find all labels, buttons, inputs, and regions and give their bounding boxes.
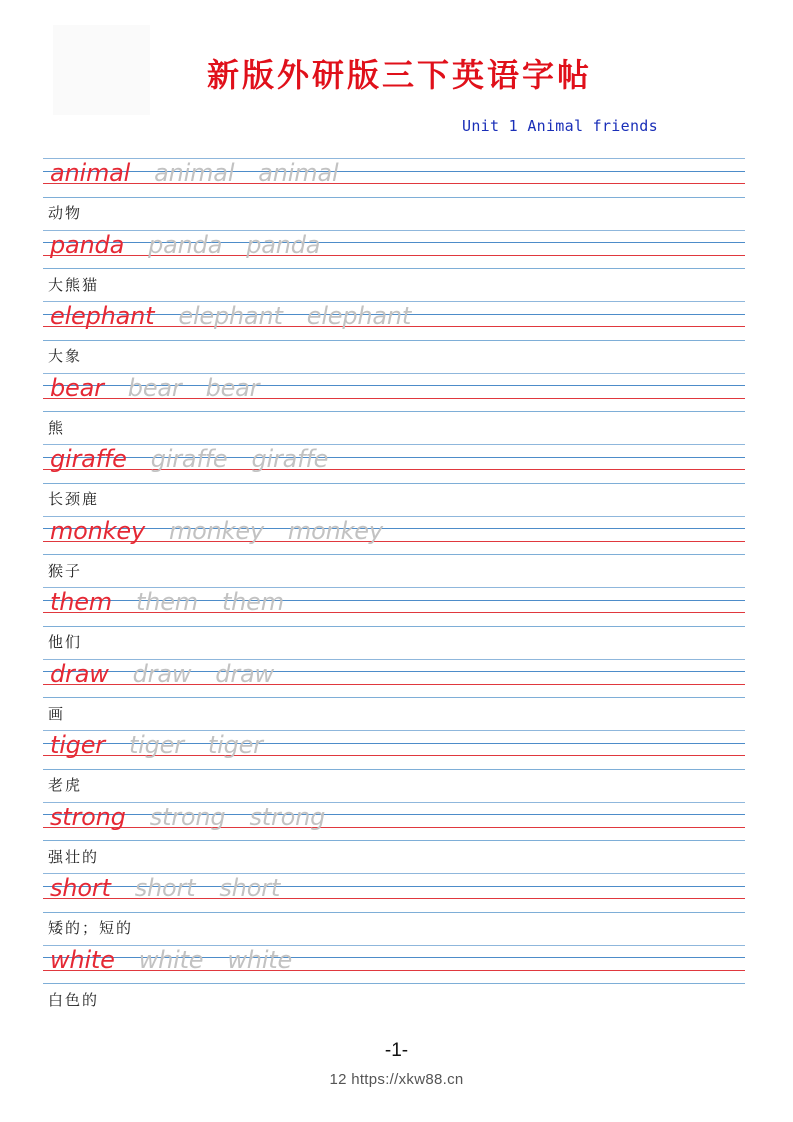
guide-line-bottom bbox=[43, 983, 745, 984]
practice-sheet bbox=[43, 158, 745, 1016]
word-group bbox=[50, 731, 263, 759]
word-meaning: 熊 bbox=[48, 418, 66, 437]
word-trace: panda bbox=[246, 230, 321, 259]
practice-row bbox=[43, 873, 745, 945]
word-group bbox=[50, 231, 320, 259]
word-model: short bbox=[50, 874, 111, 902]
word-trace: giraffe bbox=[251, 445, 329, 473]
guide-line-bottom bbox=[43, 483, 745, 484]
word-model: bear bbox=[50, 373, 104, 402]
word-meaning: 猴子 bbox=[48, 561, 83, 580]
practice-row bbox=[43, 587, 745, 659]
word-meaning: 他们 bbox=[48, 633, 83, 651]
word-model: panda bbox=[50, 230, 125, 259]
word-trace: white bbox=[227, 945, 293, 974]
practice-row bbox=[43, 516, 745, 588]
word-meaning: 动物 bbox=[48, 204, 83, 222]
word-model: strong bbox=[50, 802, 126, 831]
word-trace: giraffe bbox=[150, 445, 228, 473]
guide-line-bottom bbox=[43, 912, 745, 913]
word-trace: elephant bbox=[178, 302, 283, 330]
word-meaning: 强壮的 bbox=[48, 847, 100, 866]
word-trace: them bbox=[135, 588, 198, 616]
word-group bbox=[50, 374, 259, 402]
word-trace: draw bbox=[132, 659, 192, 688]
word-model: draw bbox=[50, 659, 109, 688]
word-meaning: 白色的 bbox=[48, 990, 100, 1009]
word-trace: bear bbox=[205, 373, 260, 402]
word-group bbox=[50, 874, 280, 902]
word-trace: strong bbox=[149, 802, 226, 831]
practice-row bbox=[43, 659, 745, 731]
word-trace: them bbox=[221, 588, 284, 616]
word-meaning: 画 bbox=[48, 704, 66, 723]
word-trace: draw bbox=[215, 659, 274, 688]
guide-line-bottom bbox=[43, 769, 745, 770]
word-trace: elephant bbox=[306, 302, 412, 330]
page-number: -1- bbox=[384, 1040, 409, 1061]
guide-line-bottom bbox=[43, 840, 745, 841]
practice-row bbox=[43, 730, 745, 802]
word-group bbox=[50, 588, 284, 616]
practice-row bbox=[43, 158, 745, 230]
word-trace: short bbox=[219, 874, 281, 902]
word-trace: tiger bbox=[128, 731, 184, 759]
practice-row bbox=[43, 373, 745, 445]
word-meaning: 老虎 bbox=[48, 776, 83, 794]
word-trace: bear bbox=[127, 373, 182, 402]
word-group bbox=[50, 517, 383, 545]
word-group bbox=[50, 803, 325, 831]
word-trace: short bbox=[134, 874, 196, 902]
word-trace: monkey bbox=[287, 516, 383, 545]
word-group bbox=[50, 302, 411, 330]
word-trace: tiger bbox=[207, 731, 263, 759]
word-model: animal bbox=[50, 159, 131, 187]
word-group bbox=[50, 946, 292, 974]
practice-row bbox=[43, 802, 745, 874]
guide-line-bottom bbox=[43, 554, 745, 555]
word-group bbox=[50, 660, 274, 688]
word-group bbox=[50, 159, 338, 187]
word-trace: strong bbox=[249, 802, 326, 831]
word-model: white bbox=[50, 945, 115, 974]
word-trace: panda bbox=[148, 230, 223, 259]
word-model: tiger bbox=[50, 731, 105, 759]
word-model: giraffe bbox=[50, 445, 127, 473]
word-model: elephant bbox=[50, 302, 155, 330]
word-trace: monkey bbox=[168, 516, 264, 545]
practice-row bbox=[43, 301, 745, 373]
word-group bbox=[50, 445, 328, 473]
unit-subtitle: Unit 1 Animal friends bbox=[462, 117, 658, 135]
word-model: them bbox=[50, 588, 112, 616]
guide-line-bottom bbox=[43, 340, 745, 341]
word-trace: animal bbox=[154, 159, 235, 187]
word-meaning: 矮的；短的 bbox=[48, 919, 134, 937]
guide-line-bottom bbox=[43, 697, 745, 698]
practice-row bbox=[43, 444, 745, 516]
guide-line-bottom bbox=[43, 197, 745, 198]
page-title: 新版外研版三下英语字帖 bbox=[206, 56, 592, 94]
word-trace: animal bbox=[258, 159, 339, 187]
word-meaning: 大象 bbox=[48, 347, 83, 365]
guide-line-bottom bbox=[43, 411, 745, 412]
guide-line-bottom bbox=[43, 626, 745, 627]
source-footer: 12 https://xkw88.cn bbox=[329, 1071, 464, 1088]
guide-line-bottom bbox=[43, 268, 745, 269]
practice-row bbox=[43, 945, 745, 1017]
word-model: monkey bbox=[50, 516, 145, 545]
word-meaning: 大熊猫 bbox=[48, 275, 100, 294]
practice-row bbox=[43, 230, 745, 302]
word-meaning: 长颈鹿 bbox=[48, 490, 100, 508]
word-trace: white bbox=[138, 945, 204, 974]
